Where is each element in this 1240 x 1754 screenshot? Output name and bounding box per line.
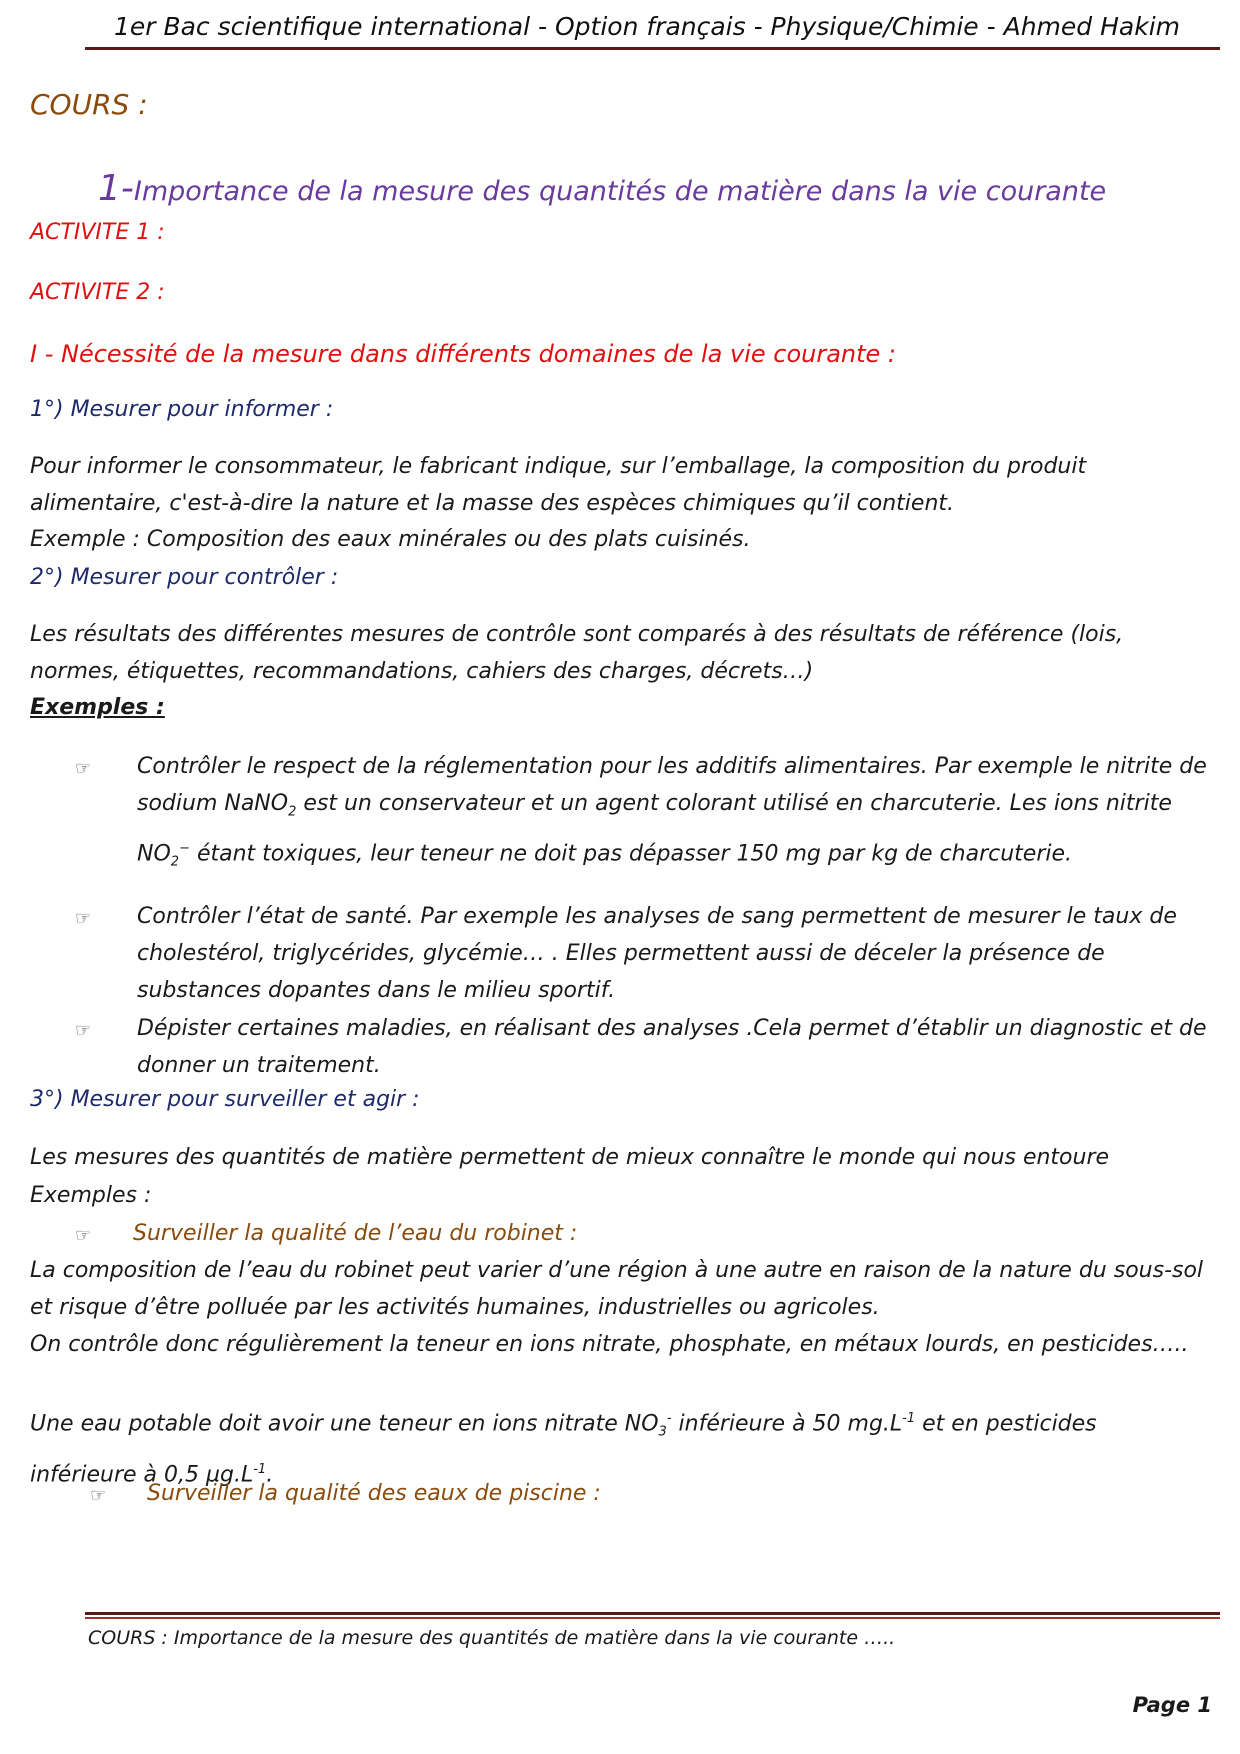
subsection-2-examples-label: Exemples : (30, 695, 165, 720)
subsection-1-title: 1°) Mesurer pour informer : (30, 397, 334, 422)
subsection-3-paragraph-3: Une eau potable doit avoir une teneur en ions nitrate $NO_3^-$ inférieure à 50 $mg.L^{-1}$ et en pesticides inférieure à 0,5 $\mu g.L^{-1}$. (30, 1411, 1097, 1488)
pointing-hand-icon: ☞ (75, 1225, 92, 1246)
subsection-2-title: 2°) Mesurer pour contrôler : (30, 565, 339, 590)
footer-rule-accent (85, 1617, 1220, 1619)
subsection-3-paragraph: Les mesures des quantités de matière permettent de mieux connaître le monde qui nous entoure (30, 1145, 1110, 1170)
subsection-3-item-2: Surveiller la qualité des eaux de piscine : (147, 1481, 601, 1506)
subsection-1-example: Exemple : Composition des eaux minérales ou des plats cuisinés. (30, 527, 751, 552)
bullet-text: Contrôler le respect de la réglementation pour les additifs alimentaires. Par exemple le nitrite de sodium NaNO$_2$ est un conservateur et un agent colorant utilisé en charcuterie. Les ions nitrite $NO_2^-$ étant toxiques, leur teneur ne doit pas dépasser 150 mg par kg de charcuterie. (137, 754, 1207, 871)
footer-rule (85, 1612, 1220, 1615)
footer-text: COURS : Importance de la mesure des quantités de matière dans la vie courante ….. (88, 1627, 896, 1649)
bullet-item (0, 1010, 1240, 1085)
bullet-text: Contrôler l’état de santé. Par exemple les analyses de sang permettent de mesurer le taux de cholestérol, triglycérides, glycémie… . Elles permettent aussi de déceler la présence de substances dopantes dans le milieu sportif. (137, 904, 1177, 1003)
pointing-hand-icon: ☞ (90, 1485, 107, 1506)
subsection-1-paragraph: Pour informer le consommateur, le fabricant indique, sur l’emballage, la composition du produit alimentaire, c'est-à-dire la nature et la masse des espèces chimiques qu’il contient. (30, 454, 1087, 516)
chapter-number: 1- (98, 168, 134, 209)
section-I-title: I - Nécessité de la mesure dans différents domaines de la vie courante : (30, 340, 897, 368)
chapter-title-text: Importance de la mesure des quantités de matière dans la vie courante (133, 176, 1107, 207)
subsection-3-examples-label: Exemples : (30, 1183, 152, 1208)
chapter-title (98, 168, 1106, 209)
bullet-text: Dépister certaines maladies, en réalisant des analyses .Cela permet d’établir un diagnostic et de donner un traitement. (137, 1016, 1207, 1078)
page-number: Page 1 (1132, 1693, 1212, 1717)
page-header: 1er Bac scientifique international - Option français - Physique/Chimie - Ahmed Hakim (113, 12, 1180, 41)
pointing-hand-icon: ☞ (75, 1020, 92, 1041)
cours-label: COURS : (30, 88, 148, 121)
header-rule (85, 47, 1220, 50)
activity-1: ACTIVITE 1 : (30, 220, 165, 245)
subsection-3-paragraph-2: On contrôle donc régulièrement la teneur en ions nitrate, phosphate, en métaux lourds, en pesticides….. (30, 1332, 1189, 1357)
activity-2: ACTIVITE 2 : (30, 280, 165, 305)
bullet-item (0, 898, 1240, 1010)
bullet-item (0, 748, 1240, 898)
bullet-item (0, 1215, 1240, 1252)
subsection-2-paragraph: Les résultats des différentes mesures de contrôle sont comparés à des résultats de référence (lois, normes, étiquettes, recommandations, cahiers des charges, décrets…) (30, 622, 1124, 684)
pointing-hand-icon: ☞ (75, 908, 92, 929)
pointing-hand-icon: ☞ (75, 758, 92, 779)
subsection-3-paragraph-1: La composition de l’eau du robinet peut varier d’une région à une autre en raison de la nature du sous-sol et risque d’être polluée par les activités humaines, industrielles ou agricoles. (30, 1258, 1204, 1320)
subsection-3-item-1: Surveiller la qualité de l’eau du robinet : (133, 1221, 578, 1246)
subsection-3-title: 3°) Mesurer pour surveiller et agir : (30, 1087, 420, 1112)
bullet-item (0, 1475, 1240, 1512)
